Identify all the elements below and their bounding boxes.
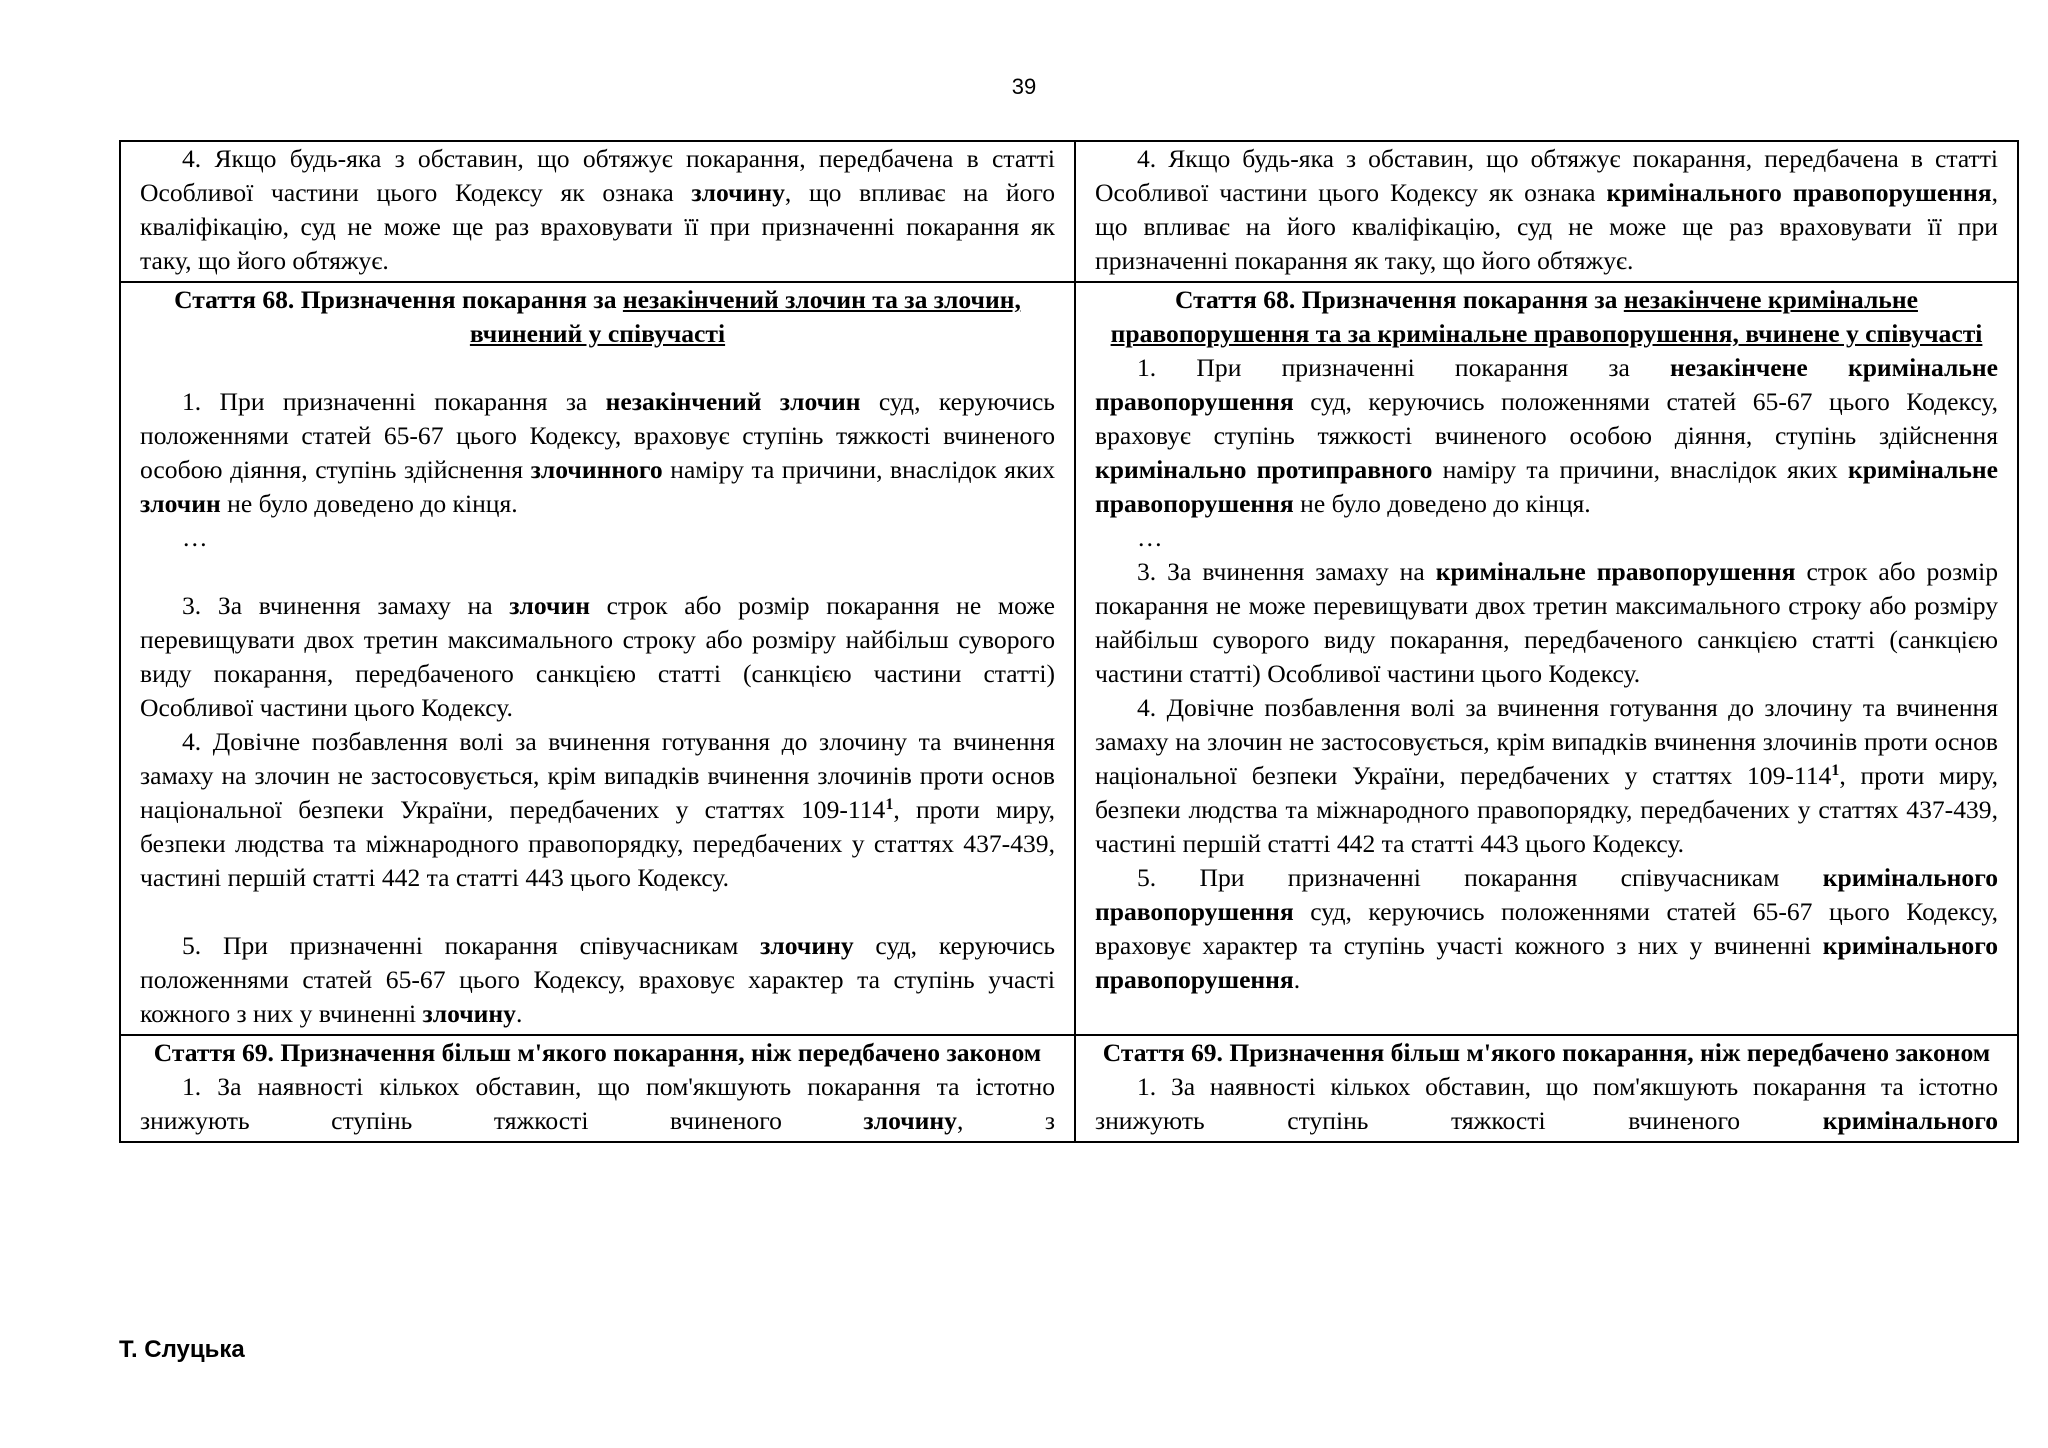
left-art67-p4: 4. Якщо будь-яка з обставин, що обтяжує покарання, передбачена в статті Особливої частини цього Кодексу як ознака злочину, що впливає на його кваліфікацію, суд не може ще раз враховувати її при призначенні покарання як таку, що його обтяжує. bbox=[140, 144, 1055, 275]
author-footer: Т. Слуцька bbox=[119, 1336, 245, 1363]
left-cell-art68 bbox=[120, 282, 1075, 1035]
left-art68-p4: 4. Довічне позбавлення волі за вчинення готування до злочину та вчинення замаху на злочин не застосовується, крім випадків вчинення злочинів проти основ національної безпеки України, передбачених у статтях $109-114^1$, проти миру, безпеки людства та міжнародного правопорядку, передбачених у статтях 437-439, частині першій статті 442 та статті 443 цього Кодексу. bbox=[140, 727, 1055, 892]
page-number: 39 bbox=[1011, 74, 1037, 99]
right-art69-heading: Стаття 69. Призначення більш м'якого покарання, ніж передбачено законом bbox=[1102, 1038, 1991, 1067]
right-art68-heading: Стаття 68. Призначення покарання за незакінчене кримінальне правопорушення та за кримінальне правопорушення, вчинене у співучасті bbox=[1110, 285, 1983, 348]
left-art68-heading: Стаття 68. Призначення покарання за незакінчений злочин та за злочин, вчинений у співучасті bbox=[174, 285, 1021, 348]
right-cell-art68 bbox=[1075, 282, 2018, 1035]
right-cell-art69 bbox=[1075, 1035, 2018, 1142]
left-cell-art67-part4 bbox=[120, 141, 1075, 282]
right-cell-art67-part4 bbox=[1075, 141, 2018, 282]
right-art69-p1: 1. За наявності кількох обставин, що пом'якшують покарання та істотно знижують ступінь тяжкості вчиненого кримінального bbox=[1095, 1072, 1998, 1135]
table-row bbox=[120, 282, 2018, 1035]
right-art68-p4: 4. Довічне позбавлення волі за вчинення готування до злочину та вчинення замаху на злочин не застосовується, крім випадків вчинення злочинів проти основ національної безпеки України, передбачених у статтях $109-114^1$, проти миру, безпеки людства та міжнародного правопорядку, передбачених у статтях 437-439, частині першій статті 442 та статті 443 цього Кодексу. bbox=[1095, 693, 1998, 858]
left-art68-p1: 1. При призначенні покарання за незакінчений злочин суд, керуючись положеннями статей 65-67 цього Кодексу, враховує ступінь тяжкості вчиненого особою діяння, ступінь здійснення злочинного наміру та причини, внаслідок яких злочин не було доведено до кінця. bbox=[140, 387, 1055, 518]
left-cell-art69 bbox=[120, 1035, 1075, 1142]
table-row bbox=[120, 141, 2018, 282]
right-art68-p3: 3. За вчинення замаху на кримінальне правопорушення строк або розмір покарання не може перевищувати двох третин максимального строку або розміру найбільш суворого виду покарання, передбаченого санкцією статті (санкцією частини статті) Особливої частини цього Кодексу. bbox=[1095, 557, 1998, 688]
left-art69-p1: 1. За наявності кількох обставин, що пом'якшують покарання та істотно знижують ступінь тяжкості вчиненого злочину, з bbox=[140, 1072, 1055, 1135]
left-art68-p5: 5. При призначенні покарання співучасникам злочину суд, керуючись положеннями статей 65-67 цього Кодексу, враховує характер та ступінь участі кожного з них у вчиненні злочину. bbox=[140, 931, 1055, 1028]
right-art68-p5: 5. При призначенні покарання співучасникам кримінального правопорушення суд, керуючись положеннями статей 65-67 цього Кодексу, враховує характер та ступінь участі кожного з них у вчиненні кримінального правопорушення. bbox=[1095, 863, 1998, 994]
comparison-table bbox=[119, 140, 2019, 1143]
left-art68-p3: 3. За вчинення замаху на злочин строк або розмір покарання не може перевищувати двох третин максимального строку або розміру найбільш суворого виду покарання, передбаченого санкцією статті (санкцією частини статті) Особливої частини цього Кодексу. bbox=[140, 591, 1055, 722]
right-art68-p1: 1. При призначенні покарання за незакінчене кримінальне правопорушення суд, керуючись положеннями статей 65-67 цього Кодексу, враховує ступінь тяжкості вчиненого особою діяння, ступінь здійснення кримінально протиправного наміру та причини, внаслідок яких кримінальне правопорушення не було доведено до кінця. bbox=[1095, 353, 1998, 518]
left-art69-heading: Стаття 69. Призначення більш м'якого покарання, ніж передбачено законом bbox=[153, 1038, 1042, 1067]
right-ellipsis: … bbox=[1137, 523, 1163, 552]
table-row bbox=[120, 1035, 2018, 1142]
left-ellipsis: … bbox=[182, 523, 208, 552]
right-art67-p4: 4. Якщо будь-яка з обставин, що обтяжує покарання, передбачена в статті Особливої частини цього Кодексу як ознака кримінального правопорушення, що впливає на його кваліфікацію, суд не може ще раз враховувати її при призначенні покарання як таку, що його обтяжує. bbox=[1095, 144, 1998, 275]
